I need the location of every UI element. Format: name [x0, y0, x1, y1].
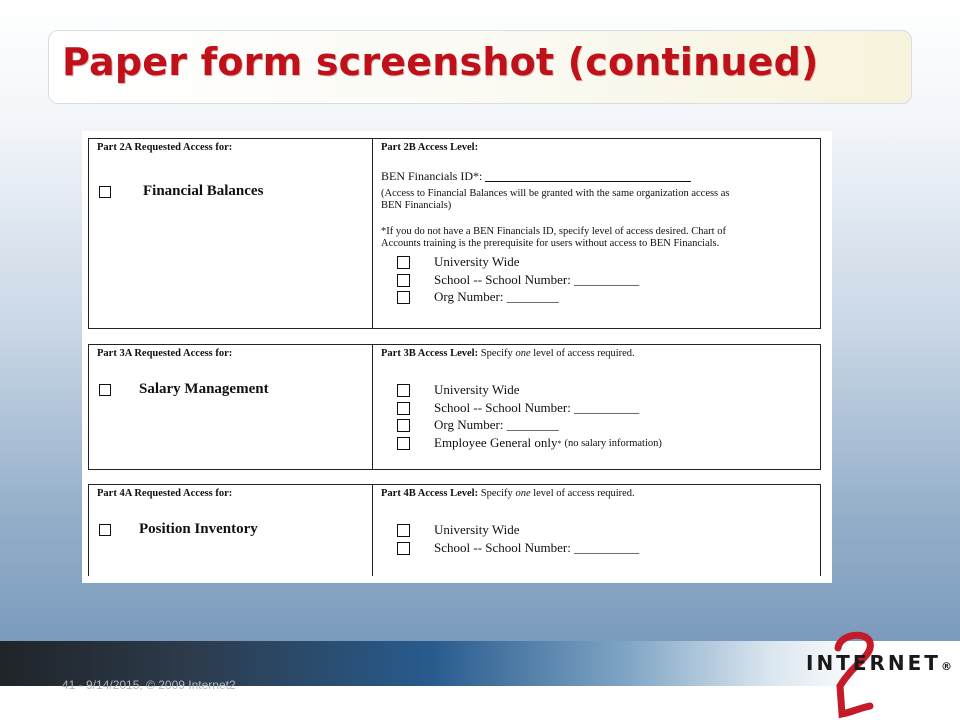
ben-id-underline: [485, 181, 691, 182]
part-2b: [373, 139, 820, 328]
level-checkbox: [397, 402, 410, 415]
no-salary-note: (no salary information): [564, 437, 662, 449]
position-inventory-label: Position Inventory: [139, 521, 258, 537]
level-label: University Wide: [434, 254, 520, 269]
logo-numeral: [840, 628, 841, 629]
financial-balances-label: Financial Balances: [143, 183, 264, 199]
level-university-wide: [397, 254, 520, 270]
salary-management-option: [99, 381, 269, 398]
form-part-2: [88, 138, 821, 329]
ben-note-line-1: (Access to Financial Balances will be granted with the same organization access as: [381, 188, 730, 199]
level-checkbox: [397, 274, 410, 287]
no-ben-note-line-2: Accounts training is the prerequisite for users without access to BEN Financials.: [381, 238, 720, 249]
level-university-wide: [397, 382, 520, 398]
level-checkbox: [397, 437, 410, 450]
form-part-4: [88, 484, 821, 576]
level-label: School -- School Number: __________: [434, 272, 640, 287]
form-part-3: [88, 344, 821, 470]
slide-title: Paper form screenshot (continued): [62, 40, 819, 84]
level-label: Org Number: ________: [434, 417, 559, 432]
level-checkbox: [397, 384, 410, 397]
specify-text: Specify: [480, 488, 513, 499]
position-inventory-checkbox: [99, 524, 111, 536]
part-4a-header: Part 4A Requested Access for:: [97, 488, 233, 499]
level-employee-general: [397, 435, 662, 451]
level-checkbox: [397, 256, 410, 269]
level-label: University Wide: [434, 382, 520, 397]
level-label: University Wide: [434, 522, 520, 537]
part-2b-header: Part 2B Access Level:: [381, 142, 479, 153]
financial-balances-checkbox: [99, 186, 111, 198]
level-checkbox: [397, 291, 410, 304]
level-school: [397, 540, 639, 556]
position-inventory-option: [99, 521, 258, 538]
slide-footer: 41 - 9/14/2015, © 2009 Internet2: [62, 678, 236, 692]
level-school: [397, 272, 639, 288]
specify-text: Specify: [480, 348, 513, 359]
no-ben-note-line-1: *If you do not have a BEN Financials ID, specify level of access desired. Chart of: [381, 226, 726, 237]
ben-id-label: BEN Financials ID*:: [381, 169, 483, 183]
specify-emphasis: one: [515, 488, 531, 499]
level-label: School -- School Number: __________: [434, 400, 640, 415]
ben-id-field: [381, 170, 691, 182]
specify-emphasis: one: [515, 348, 531, 359]
part-2a: [89, 139, 373, 328]
form-scan-image: [82, 131, 832, 583]
level-label: Employee General only: [434, 435, 558, 450]
level-checkbox: [397, 419, 410, 432]
level-checkbox: [397, 524, 410, 537]
level-org: [397, 289, 559, 305]
part-3a: [89, 345, 373, 469]
part-4b: [373, 485, 820, 576]
salary-management-checkbox: [99, 384, 111, 396]
logo-registered: ®: [940, 660, 952, 673]
part-3a-header: Part 3A Requested Access for:: [97, 348, 233, 359]
footnote-mark: *: [557, 438, 562, 448]
part-3b: [373, 345, 820, 469]
level-org: [397, 417, 559, 433]
part-3b-title: Part 3B Access Level:: [381, 348, 479, 359]
logo-wordmark: [806, 651, 952, 675]
level-checkbox: [397, 542, 410, 555]
part-4b-title: Part 4B Access Level:: [381, 488, 479, 499]
level-school: [397, 400, 639, 416]
level-university-wide: [397, 522, 520, 538]
specify-rest: level of access required.: [533, 488, 635, 499]
part-4b-header: [381, 488, 635, 499]
ben-note-line-2: BEN Financials): [381, 200, 452, 211]
level-label: School -- School Number: __________: [434, 540, 640, 555]
level-label: Org Number: ________: [434, 289, 559, 304]
part-3b-header: [381, 348, 635, 359]
salary-management-label: Salary Management: [139, 381, 269, 397]
logo-text: INTERNET: [806, 651, 941, 675]
financial-balances-option: [99, 183, 263, 200]
part-4a: [89, 485, 373, 576]
part-2a-header: Part 2A Requested Access for:: [97, 142, 233, 153]
specify-rest: level of access required.: [533, 348, 635, 359]
